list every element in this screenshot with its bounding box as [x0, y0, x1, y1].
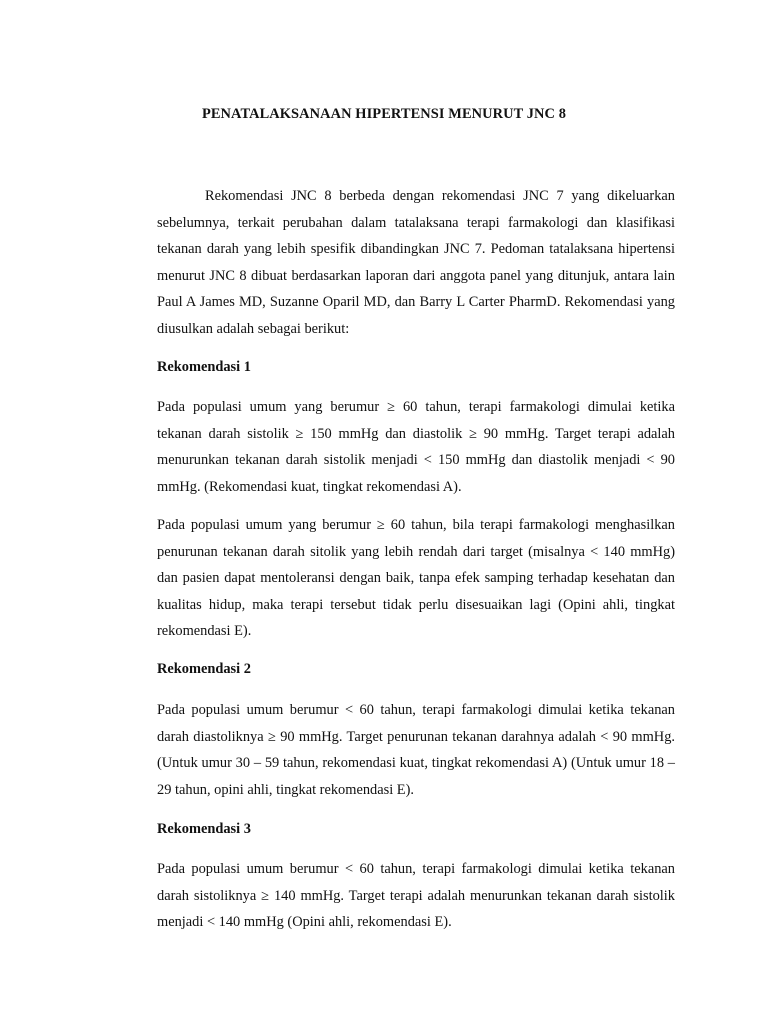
section-1-paragraph-1-block — [157, 394, 675, 500]
section-heading: Rekomendasi 3 — [157, 821, 251, 837]
section-heading-3-block — [157, 819, 675, 839]
section-heading: Rekomendasi 1 — [157, 359, 251, 375]
section-paragraph: Pada populasi umum yang berumur ≥ 60 tahun, bila terapi farmakologi menghasilkan penurunan tekanan darah sitolik yang lebih rendah dari target (misalnya < 140 mmHg) dan pasien dapat mentoleransi dengan baik, tanpa efek samping terhadap kesehatan dan kualitas hidup, maka terapi tersebut tidak perlu disesuaikan lagi (Opini ahli, tingkat rekomendasi E). — [157, 517, 675, 640]
section-paragraph: Pada populasi umum yang berumur ≥ 60 tahun, terapi farmakologi dimulai ketika tekanan darah sistolik ≥ 150 mmHg dan diastolik ≥ 90 mmHg. Target terapi adalah menurunkan tekanan darah sistolik menjadi < 150 mmHg dan diastolik menjadi < 90 mmHg. (Rekomendasi kuat, tingkat rekomendasi A). — [157, 399, 675, 495]
section-heading-1-block — [157, 357, 675, 377]
section-2-paragraph-1-block — [157, 697, 675, 803]
document-title: PENATALAKSANAAN HIPERTENSI MENURUT JNC 8 — [201, 106, 567, 122]
section-heading-2-block — [157, 659, 675, 679]
section-heading: Rekomendasi 2 — [157, 661, 251, 677]
section-paragraph: Pada populasi umum berumur < 60 tahun, terapi farmakologi dimulai ketika tekanan darah sistoliknya ≥ 140 mmHg. Target terapi adalah menurunkan tekanan darah sistolik menjadi < 140 mmHg (Opini ahli, rekomendasi E). — [157, 861, 675, 931]
intro-block — [157, 183, 675, 343]
section-1-paragraph-2-block — [157, 512, 675, 645]
section-3-paragraph-1-block — [157, 856, 675, 936]
intro-paragraph: Rekomendasi JNC 8 berbeda dengan rekomendasi JNC 7 yang dikeluarkan sebelumnya, terkait perubahan dalam tatalaksana terapi farmakologi dan klasifikasi tekanan darah yang lebih spesifik dibandingkan JNC 7. Pedoman tatalaksana hipertensi menurut JNC 8 dibuat berdasarkan laporan dari anggota panel yang ditunjuk, antara lain Paul A James MD, Suzanne Oparil MD, dan Barry L Carter PharmD. Rekomendasi yang diusulkan adalah sebagai berikut: — [157, 188, 675, 337]
section-paragraph: Pada populasi umum berumur < 60 tahun, terapi farmakologi dimulai ketika tekanan darah diastoliknya ≥ 90 mmHg. Target penurunan tekanan darahnya adalah < 90 mmHg. (Untuk umur 30 – 59 tahun, rekomendasi kuat, tingkat rekomendasi A) (Untuk umur 18 – 29 tahun, opini ahli, tingkat rekomendasi E). — [157, 702, 675, 798]
